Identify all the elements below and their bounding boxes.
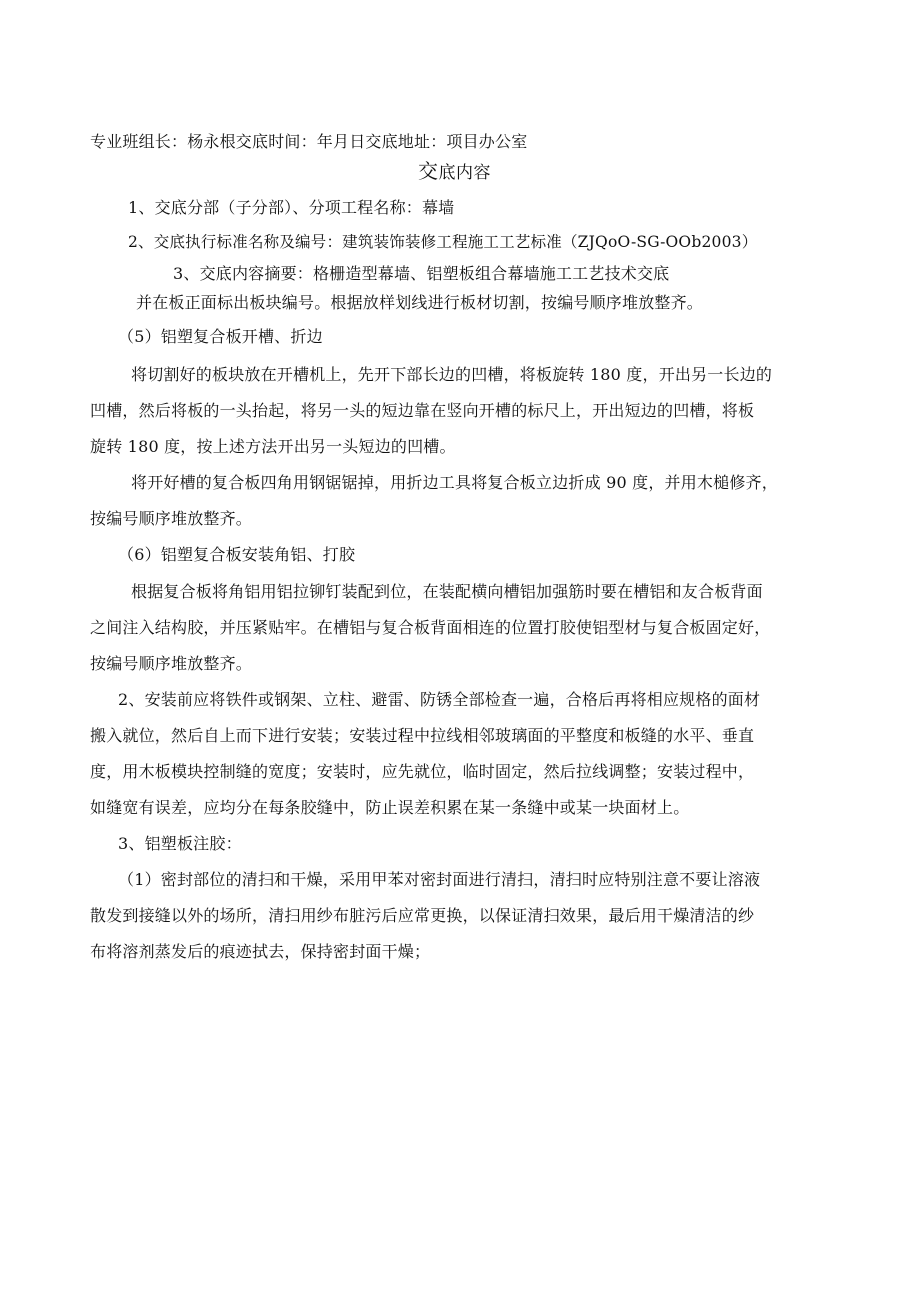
item-1: 1、交底分部（子分部）、分项工程名称：幕墙 (128, 198, 455, 217)
item-3: 3、交底内容摘要：格栅造型幕墙、铝塑板组合幕墙施工工艺技术交底 (173, 264, 670, 283)
meta-line: 专业班组长：杨永根交底时间：年月日交底地址：项目办公室 (90, 132, 528, 151)
page-title (418, 161, 491, 183)
step-2-line2: 搬入就位，然后自上而下进行安装；安装过程中拉线相邻玻璃面的平整度和板缝的水平、垂直 (90, 726, 755, 745)
section-5-p1-line3: 旋转 180 度，按上述方法开出另一头短边的凹槽。 (90, 437, 456, 456)
section-5-p2-line1: 将开好槽的复合板四角用钢锯锯掉，用折边工具将复合板立边折成 90 度，并用木槌修齐， (131, 473, 778, 492)
step-3-p1-line1: （1）密封部位的清扫和干燥，采用甲苯对密封面进行清扫，清扫时应特别注意不要让溶液 (118, 870, 761, 889)
title-rest: 底内容 (438, 163, 491, 183)
step-2-line3: 度，用木板模块控制缝的宽度；安装时，应先就位，临时固定，然后拉线调整；安装过程中， (90, 762, 755, 781)
section-5-p2-line2: 按编号顺序堆放整齐。 (90, 509, 253, 528)
section-5-heading: （5）铝塑复合板开槽、折边 (118, 327, 323, 346)
section-6-p1-line3: 按编号顺序堆放整齐。 (90, 654, 253, 673)
step-2-line1: 2、安装前应将铁件或钢架、立柱、避雷、防锈全部检查一遍，合格后再将相应规格的面材 (118, 690, 761, 709)
step-2-line4: 如缝宽有误差，应均分在每条胶缝中，防止误差积累在某一条缝中或某一块面材上。 (90, 798, 690, 817)
step-3-heading: 3、铝塑板注胶： (118, 834, 242, 853)
title-first-char: 交 (418, 159, 439, 183)
section-6-p1-line2: 之间注入结构胶，并压紧贴牢。在槽铝与复合板背面相连的位置打胶使铝型材与复合板固定好， (90, 618, 771, 637)
step-3-p1-line2: 散发到接缝以外的场所，清扫用纱布脏污后应常更换，以保证清扫效果，最后用干燥清洁的纱 (90, 906, 755, 925)
section-5-p1-line2: 凹槽，然后将板的一头抬起，将另一头的短边靠在竖向开槽的标尺上，开出短边的凹槽，将板 (90, 401, 755, 420)
item-continuation: 并在板正面标出板块编号。根据放样划线进行板材切割，按编号顺序堆放整齐。 (136, 293, 704, 312)
section-6-heading: （6）铝塑复合板安装角铝、打胶 (118, 545, 356, 564)
section-5-p1-line1: 将切割好的板块放在开槽机上，先开下部长边的凹槽，将板旋转 180 度，开出另一长边的 (131, 365, 773, 384)
step-3-p1-line3: 布将溶剂蒸发后的痕迹拭去，保持密封面干燥； (90, 942, 431, 961)
item-2: 2、交底执行标准名称及编号：建筑装饰装修工程施工工艺标准（ZJQoO-SG-OOb2003） (128, 233, 758, 251)
section-6-p1-line1: 根据复合板将角铝用铝拉铆钉装配到位，在装配横向槽铝加强筋时要在槽铝和友合板背面 (131, 582, 763, 601)
